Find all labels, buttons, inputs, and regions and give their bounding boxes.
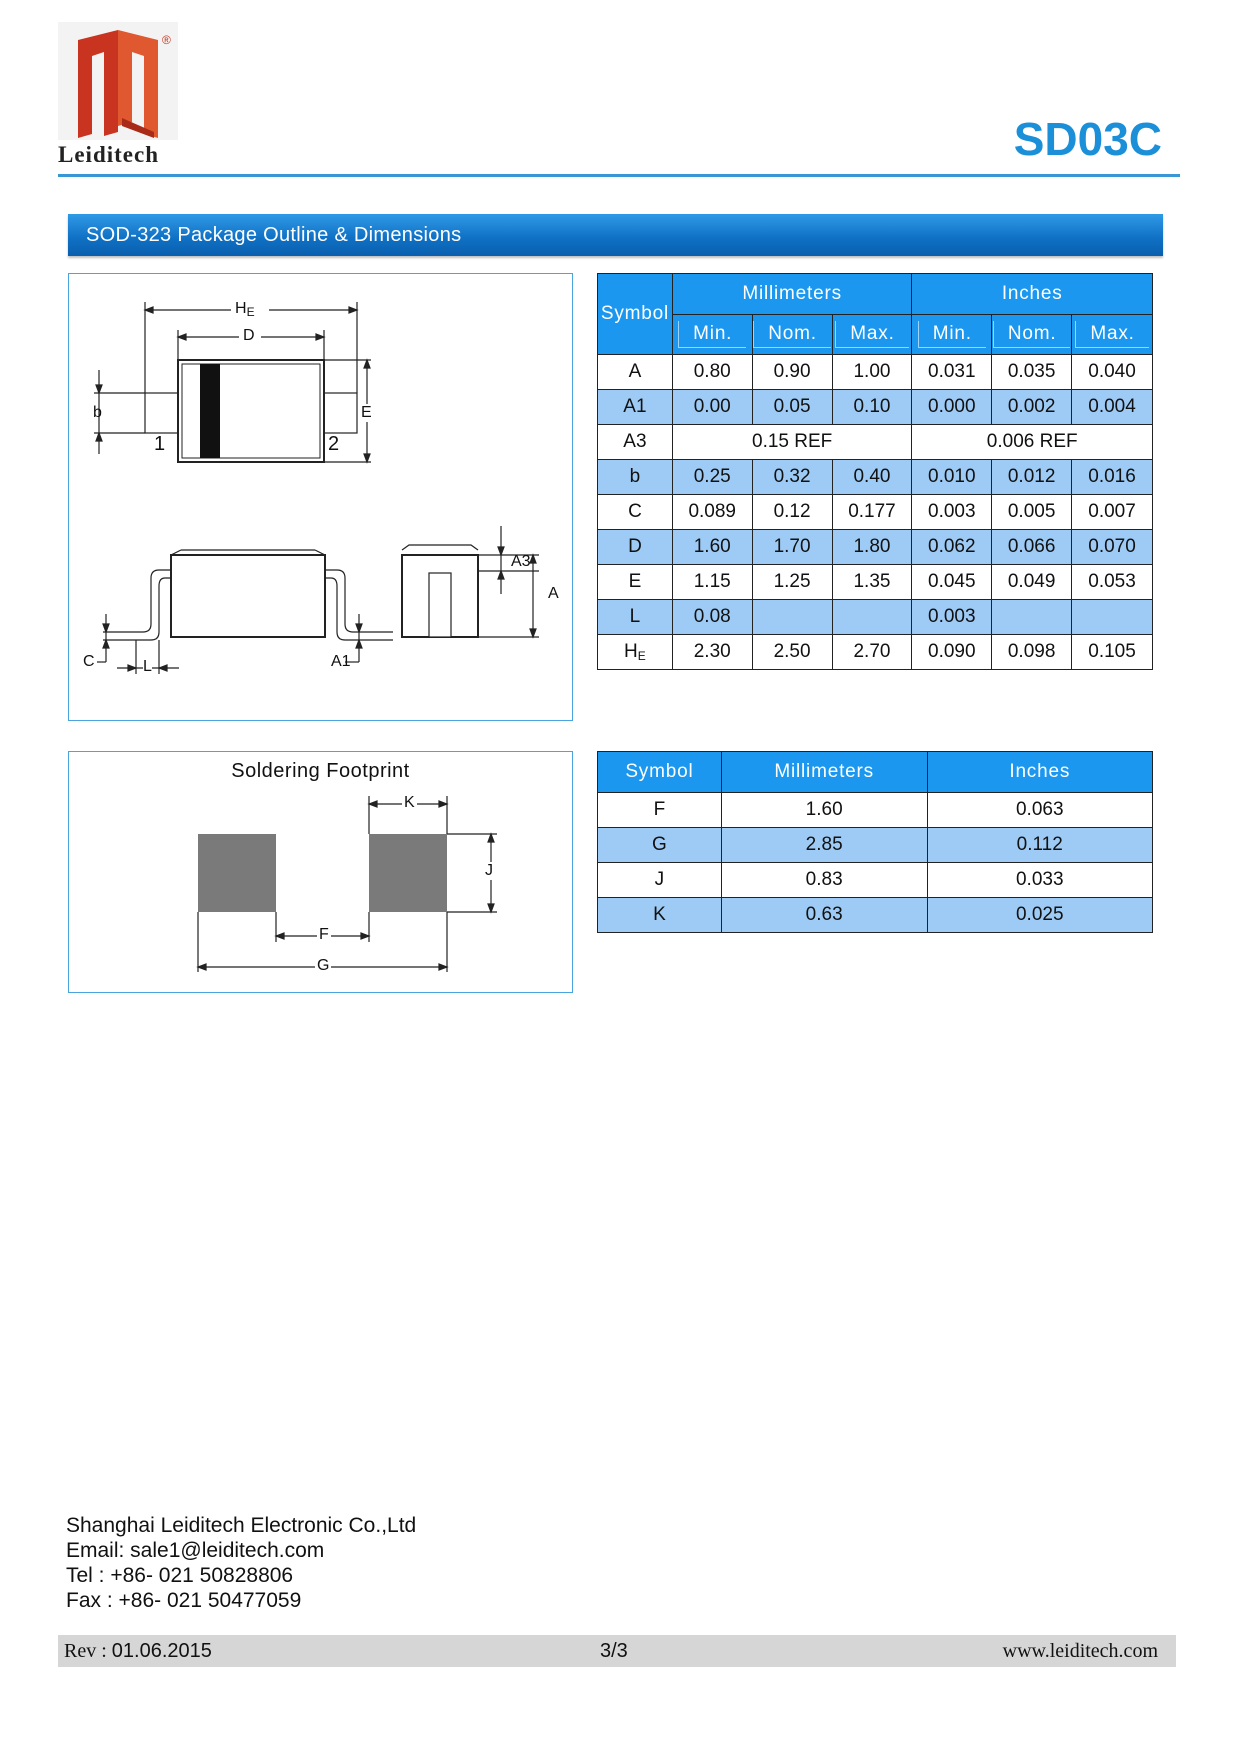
value-cell: 0.031 [912, 355, 992, 390]
symbol-cell: F [598, 793, 722, 828]
col-header-mm-nom: Nom. [753, 321, 831, 348]
value-cell: 0.098 [992, 635, 1072, 670]
value-cell: 0.033 [927, 863, 1153, 898]
value-cell: 0.040 [1072, 355, 1153, 390]
table-row [598, 635, 1153, 670]
dim-label-g: G [317, 957, 330, 974]
dim-label-c: C [83, 653, 95, 670]
value-cell: 0.003 [912, 495, 992, 530]
value-cell: 1.80 [832, 530, 912, 565]
value-cell: 0.049 [992, 565, 1072, 600]
symbol-cell: D [598, 530, 673, 565]
value-cell: 0.32 [752, 460, 832, 495]
revision-label: Rev : [64, 1640, 107, 1662]
package-outline-drawing [68, 273, 573, 721]
value-cell: 0.053 [1072, 565, 1153, 600]
brand-name: Leiditech [58, 142, 159, 167]
value-cell: 1.35 [832, 565, 912, 600]
table-row [598, 425, 1153, 460]
company-tel: Tel : +86- 021 50828806 [66, 1564, 294, 1587]
col-header-mm-min: Min. [678, 321, 746, 348]
value-cell: 0.005 [992, 495, 1072, 530]
dim-label-f: F [319, 926, 329, 943]
table-row [598, 530, 1153, 565]
value-cell: 2.70 [832, 635, 912, 670]
symbol-cell: C [598, 495, 673, 530]
value-cell: 0.05 [752, 390, 832, 425]
value-cell: 0.062 [912, 530, 992, 565]
symbol-cell: $H_E$ [598, 635, 673, 670]
symbol-cell: G [598, 828, 722, 863]
value-cell: 0.090 [912, 635, 992, 670]
dim-label-l: L [143, 658, 152, 675]
company-fax: Fax : +86- 021 50477059 [66, 1589, 302, 1612]
value-cell: 0.83 [721, 863, 927, 898]
dim-label-b: b [93, 404, 102, 421]
col-header-in-nom: Nom. [993, 321, 1071, 348]
value-cell: 0.00 [672, 390, 752, 425]
dim-label-he: $H_E$ [235, 300, 255, 319]
value-cell: 0.80 [672, 355, 752, 390]
table-row [598, 565, 1153, 600]
value-cell: 2.30 [672, 635, 752, 670]
value-cell [992, 600, 1072, 635]
value-cell: 0.12 [752, 495, 832, 530]
pin-1-label: 1 [154, 433, 166, 455]
symbol-cell: K [598, 898, 722, 933]
value-cell: 0.40 [832, 460, 912, 495]
registered-mark: ® [162, 33, 171, 47]
symbol-cell: A3 [598, 425, 673, 460]
table-row [598, 390, 1153, 425]
value-cell: 1.60 [672, 530, 752, 565]
table-row [598, 828, 1153, 863]
value-cell: 0.006 REF [912, 425, 1153, 460]
value-cell: 1.15 [672, 565, 752, 600]
col-header-inches: Inches [927, 752, 1153, 793]
value-cell: 0.08 [672, 600, 752, 635]
pin-2-label: 2 [328, 433, 340, 455]
dim-label-e: E [361, 404, 372, 421]
company-name: Shanghai Leiditech Electronic Co.,Ltd [66, 1514, 417, 1537]
value-cell: 0.016 [1072, 460, 1153, 495]
table-row [598, 793, 1153, 828]
value-cell: 0.003 [912, 600, 992, 635]
dim-label-a1: A1 [331, 653, 351, 670]
value-cell: 0.177 [832, 495, 912, 530]
value-cell: 2.50 [752, 635, 832, 670]
symbol-cell: b [598, 460, 673, 495]
value-cell: 0.002 [992, 390, 1072, 425]
symbol-cell: L [598, 600, 673, 635]
value-cell: 0.004 [1072, 390, 1153, 425]
soldering-footprint-drawing [68, 751, 573, 993]
value-cell: 1.00 [832, 355, 912, 390]
dim-label-a3: A3 [511, 553, 531, 570]
value-cell: 0.035 [992, 355, 1072, 390]
symbol-cell: E [598, 565, 673, 600]
value-cell: 0.25 [672, 460, 752, 495]
website-link[interactable]: www.leiditech.com [1002, 1640, 1158, 1662]
part-number: SD03C [1013, 113, 1162, 165]
value-cell: 0.000 [912, 390, 992, 425]
table-row [598, 863, 1153, 898]
value-cell [832, 600, 912, 635]
value-cell: 0.007 [1072, 495, 1153, 530]
page-number: 3/3 [600, 1640, 628, 1662]
col-header-mm-max: Max. [835, 321, 908, 348]
footprint-title: Soldering Footprint [231, 760, 410, 782]
revision [64, 1640, 212, 1663]
value-cell: 0.045 [912, 565, 992, 600]
value-cell: 2.85 [721, 828, 927, 863]
value-cell [1072, 600, 1153, 635]
dim-label-j: J [485, 862, 493, 879]
table-row [598, 495, 1153, 530]
symbol-cell: A [598, 355, 673, 390]
dim-label-k: K [404, 794, 415, 811]
value-cell: 0.066 [992, 530, 1072, 565]
company-contact [66, 1513, 416, 1613]
section-banner: SOD-323 Package Outline & Dimensions [68, 214, 1163, 256]
value-cell: 0.63 [721, 898, 927, 933]
value-cell: 0.025 [927, 898, 1153, 933]
table-row [598, 355, 1153, 390]
dim-label-d: D [243, 327, 255, 344]
value-cell: 1.60 [721, 793, 927, 828]
table-row [598, 600, 1153, 635]
dim-label-a: A [548, 585, 559, 602]
symbol-cell: A1 [598, 390, 673, 425]
value-cell: 0.112 [927, 828, 1153, 863]
right-pad [369, 834, 447, 912]
col-header-in-max: Max. [1075, 321, 1148, 348]
value-cell: 1.70 [752, 530, 832, 565]
footprint-dimensions-table [597, 751, 1153, 933]
value-cell: 0.010 [912, 460, 992, 495]
table-row [598, 898, 1153, 933]
col-header-inches: Inches [912, 274, 1153, 315]
col-header-symbol: Symbol [598, 274, 673, 355]
col-header-symbol: Symbol [598, 752, 722, 793]
col-header-millimeters: Millimeters [672, 274, 912, 315]
package-dimensions-table [597, 273, 1153, 670]
value-cell: 0.10 [832, 390, 912, 425]
value-cell: 0.063 [927, 793, 1153, 828]
company-email: Email: sale1@leiditech.com [66, 1539, 325, 1562]
col-header-millimeters: Millimeters [721, 752, 927, 793]
value-cell [752, 600, 832, 635]
value-cell: 0.012 [992, 460, 1072, 495]
value-cell: 0.089 [672, 495, 752, 530]
header-rule [58, 174, 1180, 177]
symbol-cell: J [598, 863, 722, 898]
value-cell: 0.105 [1072, 635, 1153, 670]
revision-date: 01.06.2015 [111, 1640, 212, 1662]
value-cell: 0.90 [752, 355, 832, 390]
left-pad [198, 834, 276, 912]
value-cell: 1.25 [752, 565, 832, 600]
value-cell: 0.070 [1072, 530, 1153, 565]
table-row [598, 460, 1153, 495]
value-cell: 0.15 REF [672, 425, 912, 460]
col-header-in-min: Min. [918, 321, 986, 348]
